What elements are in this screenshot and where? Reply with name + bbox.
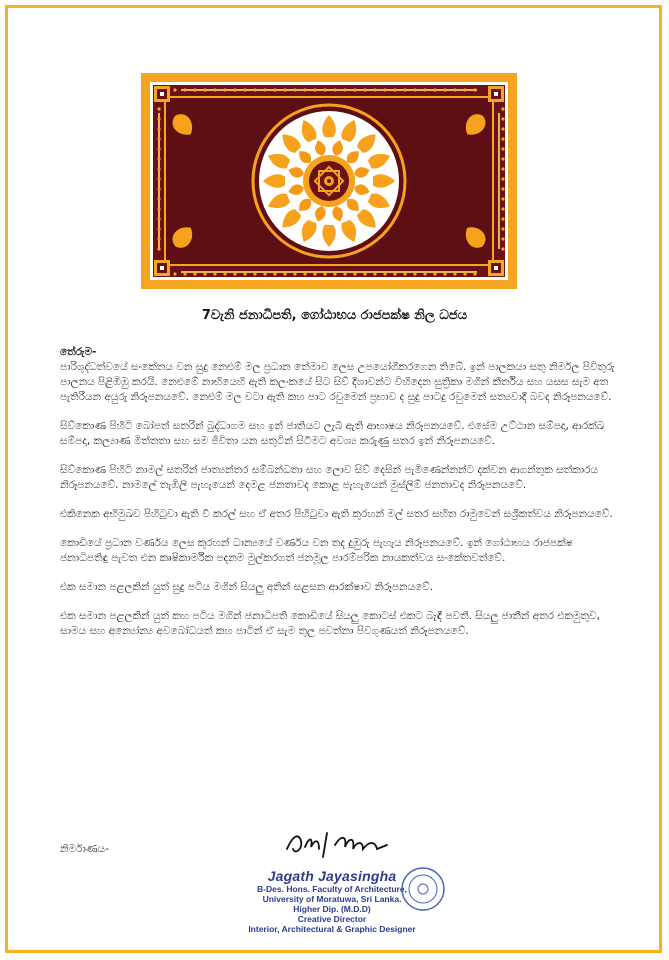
frame-dot <box>157 147 160 150</box>
frame-dot <box>173 88 176 91</box>
frame-dot <box>501 167 504 170</box>
frame-dot <box>501 217 504 220</box>
frame-dot <box>413 88 416 91</box>
frame-dot <box>501 207 504 210</box>
frame-dot <box>313 88 316 91</box>
frame-dot <box>173 272 176 275</box>
frame-dot <box>453 88 456 91</box>
frame-dot <box>193 272 196 275</box>
frame-dot <box>157 167 160 170</box>
frame-dot <box>323 88 326 91</box>
frame-dot <box>243 272 246 275</box>
frame-dot <box>303 272 306 275</box>
frame-dot <box>253 272 256 275</box>
frame-dot <box>433 272 436 275</box>
frame-dot <box>157 237 160 240</box>
frame-dot <box>501 247 504 250</box>
frame-dot <box>373 88 376 91</box>
paragraph-namal: සිව්කොණ පිහිටි නාමල් සතරින් ජාත්‍යන්තර සම්බන්ධතා සහ ලොව සිව් දෙසින් පැමිණෙන්නන්ට දක්වන ආගන්තුක සත්කාරය නිරූපනයවේ. නාමලේ තැඹිලි පැහැයෙන් දෙමළ ජනතාවද කොළ පැහැයෙන් මුස්ලිම් ජනතාවද නිරූපනයවේ. <box>60 464 599 491</box>
frame-dot <box>413 272 416 275</box>
meaning-heading: තේරුම- <box>60 346 97 358</box>
frame-dot <box>363 272 366 275</box>
frame-dot <box>183 88 186 91</box>
frame-dot <box>323 272 326 275</box>
frame-dot <box>293 88 296 91</box>
frame-dot <box>423 88 426 91</box>
frame-dot <box>223 272 226 275</box>
frame-dot <box>263 88 266 91</box>
frame-dot <box>403 272 406 275</box>
description-text <box>60 345 620 653</box>
frame-dot <box>157 247 160 250</box>
frame-dot <box>453 272 456 275</box>
frame-dot <box>253 88 256 91</box>
frame-dot <box>157 127 160 130</box>
frame-dot <box>213 272 216 275</box>
frame-dot <box>243 88 246 91</box>
frame-dot <box>333 272 336 275</box>
credit-line-4: Creative Director <box>297 914 367 924</box>
frame-dot <box>353 88 356 91</box>
frame-dot <box>501 157 504 160</box>
designer-label: නිර්මාණය- <box>60 843 110 855</box>
frame-dot <box>473 88 476 91</box>
frame-dot <box>313 272 316 275</box>
frame-dot <box>393 88 396 91</box>
credit-line-2: University of Moratuwa, Sri Lanka. <box>262 894 402 904</box>
frame-dot <box>223 88 226 91</box>
frame-dot <box>193 88 196 91</box>
frame-dot <box>383 88 386 91</box>
frame-dot <box>157 137 160 140</box>
lotus-emblem-icon <box>253 105 405 257</box>
frame-dot <box>157 157 160 160</box>
frame-dot <box>393 272 396 275</box>
frame-dot <box>463 272 466 275</box>
frame-dot <box>157 177 160 180</box>
frame-dot <box>157 197 160 200</box>
frame-dot <box>363 88 366 91</box>
frame-dot <box>501 127 504 130</box>
paragraph-white-stripe: එක සමාන පළලකින් යුත් සුදු පටිය මගින් සියලු අතින් සළසන ආරක්ෂාව නිරූපනයවේ. <box>60 581 434 593</box>
paragraph-yellow-stripe: එක සමාන පළලකින් යුත් කහ පටිය මගින් ජනාධිපති කොඩියේ සියලු කොටස් එකට බැඳී පවතී. සියලු ජාතීන් අතර එකමුතුව, සාමය සහ අන්‍යෝන්‍ය අවබෝධයත් කහ පාටින් ඒ සැම තුල පවත්නා පිවගුණයත් නිරූපනයවේ. <box>60 610 600 637</box>
frame-dot <box>233 88 236 91</box>
frame-dot <box>293 272 296 275</box>
frame-dot <box>343 88 346 91</box>
credit-line-3: Higher Dip. (M.D.D) <box>293 904 371 914</box>
presidential-flag <box>141 73 517 289</box>
frame-dot <box>303 88 306 91</box>
frame-dot <box>157 187 160 190</box>
credit-line-5: Interior, Architectural & Graphic Designer <box>248 924 416 934</box>
frame-dot <box>273 88 276 91</box>
credit-line-1: B-Des. Hons. Faculty of Architecture, <box>257 884 407 894</box>
signature-icon <box>283 827 393 865</box>
frame-dot <box>501 107 504 110</box>
paragraph-frame: එකිනෙක අභිමුඛව පිහිටුවා ඇති වී කරල් සහ ඒ අතර පිහිටුවා ඇති කුරහන් මල් සතර සහිත රාමුවෙන් සශ්‍රීකත්වය නිරූපනයවේ. <box>60 508 613 520</box>
frame-dot <box>263 272 266 275</box>
frame-dot <box>443 272 446 275</box>
flag-title: 7වැනි ජනාධිපති, ගෝඨාභය රාජපක්ෂ නිල ධජය <box>201 308 468 323</box>
frame-dot <box>383 272 386 275</box>
frame-dot <box>501 197 504 200</box>
paragraph-color: කොඩියේ ප්‍රධාන වර්ණය ලෙස කුරහන් ධාන්‍යයේ වර්ණය වන තද දුඹුරු පැහැය නිරූපනයවේ. ඉන් ගෝඨාභය රාජපක්ෂ ජනාධිපතිඳු පැවත එන කෘෂිකාර්මික පදනම මුල්කරගත් ජනමූල පාරම්පරික නායකත්වය සංකේතවත්වේ. <box>60 537 573 564</box>
frame-dot <box>501 187 504 190</box>
frame-dot <box>273 272 276 275</box>
frame-dot <box>333 88 336 91</box>
frame-dot <box>473 272 476 275</box>
frame-dot <box>157 207 160 210</box>
frame-dot <box>463 88 466 91</box>
frame-dot <box>233 272 236 275</box>
frame-dot <box>157 217 160 220</box>
frame-dot <box>157 107 160 110</box>
frame-dot <box>283 88 286 91</box>
frame-dot <box>443 88 446 91</box>
frame-dot <box>501 177 504 180</box>
frame-dot <box>501 227 504 230</box>
frame-dot <box>283 272 286 275</box>
frame-dot <box>403 88 406 91</box>
frame-dot <box>501 147 504 150</box>
paragraph-lotus: පාරිශුද්ධත්වයේ සංකේතය වන සුදු නෙළුම් මල ප්‍රධාන තේමාව ලෙස උපයෝගීකරගෙන තිබේ. ඉන් පාලකයා සතු නිර්මල පිවිතුරු පාලනය පිළිඹිඹු කරයි. නෙළුමේ නාභියෙහි ඇති කලංකයේ සිට සිව් දිශාවන්ට විහිදෙන සුත්‍රිකා මගින් කීර්තිය සහ යසස සැම අත පැතිරීයන අයුරු නිරූපනයවේ. නෙළුම් මල වටා ඇති කහ පාට රවුමෙන් ප්‍රභාව ද සුදු පාටදු රවුමෙන් සත්‍යවාදී බවද නිරූපනයවේ. <box>60 361 615 403</box>
frame-dot <box>157 227 160 230</box>
paragraph-bo-leaves: සිව්කොණ පිහිටි බෝපත් සතරින් බුද්ධාගම සහ ඉන් ජාතියට ලැබී ඇති ආභාෂය නිරූපනයවේ. එසේම උට්ඨාන සම්පදා, ආරක්ඛ සම්පදා, කල්‍යාණ මිත්තතා සහ සම ජිවිතා යන සතුටින් සිටීමට අවශ්‍ය කරුණු සතර ඉන් නිරූපනයවේ. <box>60 420 605 447</box>
frame-dot <box>353 272 356 275</box>
frame-dot <box>157 117 160 120</box>
frame-dot <box>501 137 504 140</box>
frame-dot <box>501 117 504 120</box>
frame-dot <box>501 237 504 240</box>
seal-stamp-icon <box>400 866 446 916</box>
frame-dot <box>203 88 206 91</box>
frame-dot <box>213 88 216 91</box>
frame-dot <box>203 272 206 275</box>
frame-dot <box>423 272 426 275</box>
frame-dot <box>433 88 436 91</box>
frame-dot <box>343 272 346 275</box>
frame-dot <box>183 272 186 275</box>
frame-dot <box>373 272 376 275</box>
designer-name: Jagath Jayasingha <box>267 868 397 884</box>
